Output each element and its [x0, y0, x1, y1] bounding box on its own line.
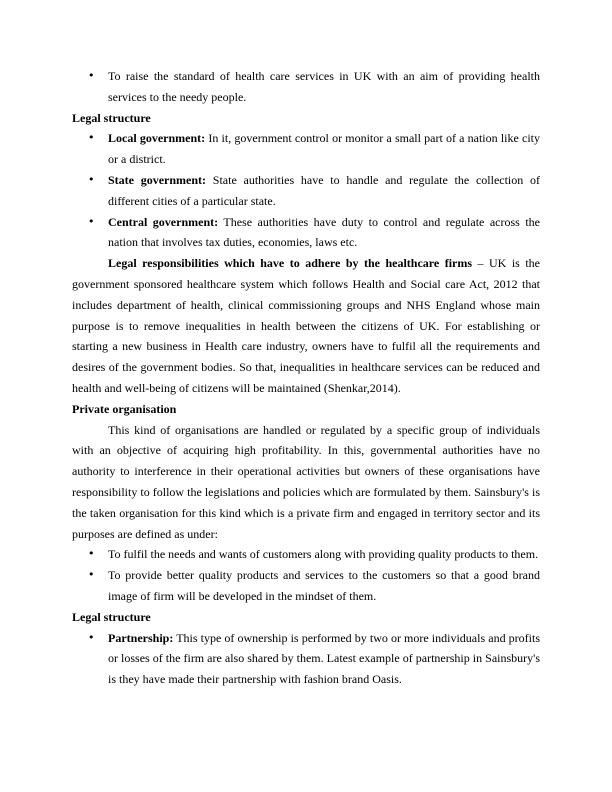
list-item	[72, 128, 540, 170]
item-term: Partnership:	[108, 630, 174, 645]
ownership-types-list	[72, 628, 540, 690]
private-organisation-paragraph: This kind of organisations are handled or regulated by a specific group of individuals with an objective of acquiring high profitability. In this, governmental authorities have no authority to interference in their operational activities but owners of these organisations have responsibility to follow the legislations and policies which are formulated by them. Sainsbury's is the taken organisation for this kind which is a private firm and engaged in territory sector and its purposes are defined as under:	[72, 422, 540, 541]
item-text: In it, government control or monitor a small part of a nation like city or a district.	[108, 131, 541, 167]
section-heading-private-organisation: Private organisation	[72, 401, 177, 416]
item-text: This type of ownership is performed by two or more individuals and profits or losses of the firm are also shared by them. Latest example of partnership in Sainsbury's is they have made their partnership with fashion brand Oasis.	[108, 630, 540, 687]
list-item: • To raise the standard of health care services in UK with an aim of providing health services to the needy people.	[72, 66, 540, 108]
section-heading-legal-structure: Legal structure	[72, 110, 151, 125]
list-item	[72, 628, 540, 690]
item-text: These authorities have duty to control and regulate across the nation that involves tax duties, economies, laws etc.	[108, 214, 540, 250]
government-types-list	[72, 128, 540, 253]
paragraph-lead: Legal responsibilities which have to adhere by the healthcare firms	[108, 256, 473, 271]
list-item: • To provide better quality products and services to the customers so that a good brand image of firm will be developed in the mindset of them.	[72, 565, 540, 607]
item-term: State government:	[108, 172, 207, 187]
item-text: State authorities have to handle and regulate the collection of different cities of a particular state.	[108, 172, 540, 208]
list-item	[72, 170, 540, 212]
list-item: • To fulfil the needs and wants of customers along with providing quality products to them.	[72, 544, 540, 565]
item-term: Local government:	[108, 131, 206, 146]
paragraph-text: – UK is the government sponsored healthcare system which follows Health and Social care Act, 2012 that includes department of health, clinical commissioning groups and NHS England whose main purpose is to remove inequalities in health between the citizens of UK. For establishing or starting a new business in Health care industry, owners have to fulfil all the requirements and desires of the government bodies. So that, inequalities in healthcare services can be reduced and health and well-being of citizens will be maintained (Shenkar,2014).	[72, 256, 540, 395]
legal-responsibilities-paragraph	[72, 253, 540, 399]
item-term: Central government:	[108, 214, 219, 229]
purpose-list	[72, 66, 540, 108]
section-heading-legal-structure: Legal structure	[72, 609, 151, 624]
private-purposes-list	[72, 544, 540, 606]
document-page	[72, 66, 540, 690]
list-item	[72, 212, 540, 254]
